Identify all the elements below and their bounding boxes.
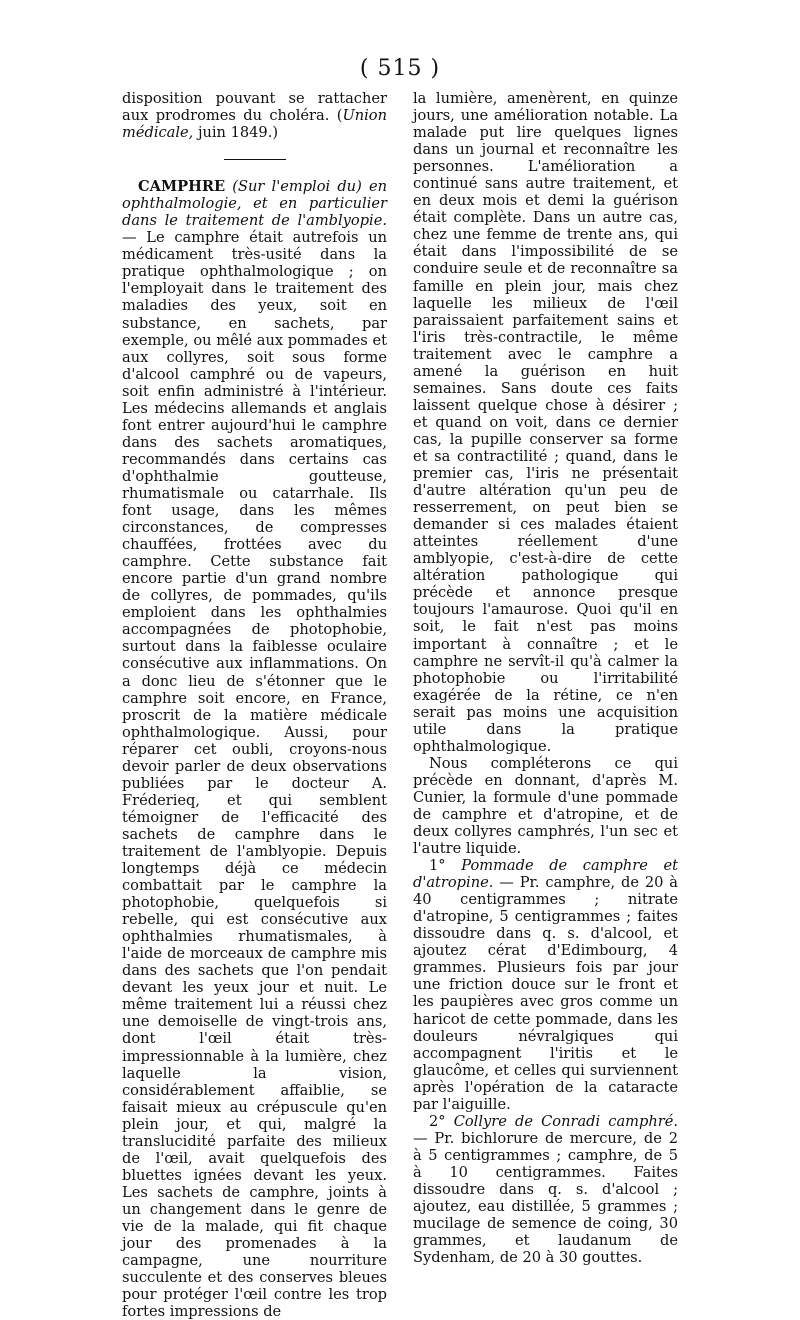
intro-source: Union médicale,: [122, 107, 387, 142]
article-head: CAMPHRE: [138, 178, 226, 196]
item2-title: Collyre de Conradi camphré.: [445, 1112, 678, 1130]
continuation-paragraph: la lumière, amenèrent, en quinze jours, une amélioration notable. La malade put lire quelques lignes dans un journal et reconnaître les personnes. L'amélioration a continué sans autre traitement, et en deux mois et demi la guérison était complète. Dans un autre cas, chez une femme de trente ans, qui était dans l'impossibilité de se conduire seule et de reconnaître sa famille en plein jour, mais chez laquelle les milieux de l'œil paraissaient parfaitement sains et l'iris très-contractile, le même traitement avec le camphre a amené la guérison en huit semaines. Sans doute ces faits laissent quelque chose à désirer ; et quand on voit, dans ce dernier cas, la pupille conserver sa forme et sa contractilité ; quand, dans le premier cas, l'iris ne présentait d'autre altération qu'un peu de resserrement, on peut bien se demander si ces malades étaient atteintes réellement d'une amblyopie, c'est-à-dire de cette altération pathologique qui précède et annonce presque toujours l'amaurose. Quoi qu'il en soit, le fait n'est pas moins important à connaître ; et le camphre ne servît-il qu'à calmer la photophobie ou l'irritabilité exagérée de la rétine, ce n'en serait pas moins une acquisition utile dans la pratique ophthalmologique.: [413, 90, 678, 755]
article-paragraph: [122, 178, 387, 1320]
intro-date: juin 1849.): [193, 124, 279, 142]
formula-intro-paragraph: Nous compléterons ce qui précède en donnant, d'après M. Cunier, la formule d'une pommade de camphre et d'atropine, et de deux collyres camphrés, l'un sec et l'autre liquide.: [413, 754, 678, 858]
item2-number: 2°: [429, 1112, 446, 1130]
intro-paragraph: [122, 90, 387, 141]
item1-number: 1°: [429, 857, 446, 875]
article-body: — Le camphre était autrefois un médicament très-usité dans la pratique ophthalmologique ; on l'employait dans le traitement des maladies des yeux, soit en substance, en sachets, par exemple, ou mêlé aux pommades et aux collyres, soit sous forme d'alcool camphré ou de vapeurs, soit enfin administré à l'intérieur. Les médecins allemands et anglais font entrer aujourd'hui le camphre dans des sachets aromatiques, recommandés dans certains cas d'ophthalmie goutteuse, rhumatismale ou catarrhale. Ils font usage, dans les mêmes circonstances, de compresses chauffées, frottées avec du camphre. Cette substance fait encore partie d'un grand nombre de collyres, de pommades, qu'ils emploient dans les ophthalmies accompagnées de photophobie, surtout dans la faiblesse oculaire consécutive aux inflammations. On a donc lieu de s'étonner que le camphre soit encore, en France, proscrit de la matière médicale ophthalmologique. Aussi, pour réparer cet oubli, croyons-nous devoir parler de deux observations publiées par le docteur A. Fréderieq, et qui semblent témoigner de l'efficacité des sachets de camphre dans le traitement de l'amblyopie. Depuis longtemps déjà ce médecin combattait par le camphre la photophobie, quelquefois si rebelle, qui est consécutive aux ophthalmies rhumatismales, à l'aide de morceaux de camphre mis dans des sachets que l'on pendait devant les yeux jour et nuit. Le même traitement lui a réussi chez une demoiselle de vingt-trois ans, dont l'œil était très-impressionnable à la lumière, chez laquelle la vision, considérablement affaiblie, se faisait mieux au crépuscule qu'en plein jour, et qui, malgré la translucidité parfaite des milieux de l'œil, avait quelquefois des bluettes ignées devant les yeux. Les sachets de camphre, joints à un changement dans le genre de vie de la malade, qui fit chaque jour des promenades à la campagne, une nourriture succulente et des conserves bleues pour protéger l'œil contre les trop fortes impressions de: [122, 229, 387, 1320]
right-column: [413, 90, 678, 1266]
article-title: (Sur l'emploi du) en ophthalmologie, et en particulier dans le traitement de l'amblyopie.: [122, 178, 387, 230]
item2-body: — Pr. bichlorure de mercure, de 2 à 5 centigrammes ; camphre, de 5 à 10 centigrammes. Faites dissoudre dans q. s. d'alcool ; ajoutez, eau distillée, 5 grammes ; mucilage de semence de coing, 30 grammes, et laudanum de Sydenham, de 20 à 30 gouttes.: [413, 1129, 678, 1267]
item1-body: — Pr. camphre, de 20 à 40 centigrammes ; nitrate d'atropine, 5 centigrammes ; faites dissoudre dans q. s. d'alcool, et ajoutez cérat d'Edimbourg, 4 grammes. Plusieurs fois par jour une friction douce sur le front et les paupières avec gros comme un haricot de cette pommade, dans les douleurs névralgiques qui accompagnent l'iritis et le glaucôme, et celles qui surviennent après l'opération de la cataracte par l'aiguille.: [413, 874, 678, 1113]
intro-text: disposition pouvant se rattacher aux prodromes du choléra. (: [122, 90, 387, 125]
section-divider: [224, 159, 286, 160]
formula-item-2: [413, 1113, 678, 1266]
item1-title: Pommade de camphre et d'atropine.: [413, 857, 678, 892]
left-column: [122, 90, 387, 1320]
page-number: ( 515 ): [359, 56, 441, 81]
formula-item-1: [413, 857, 678, 1113]
